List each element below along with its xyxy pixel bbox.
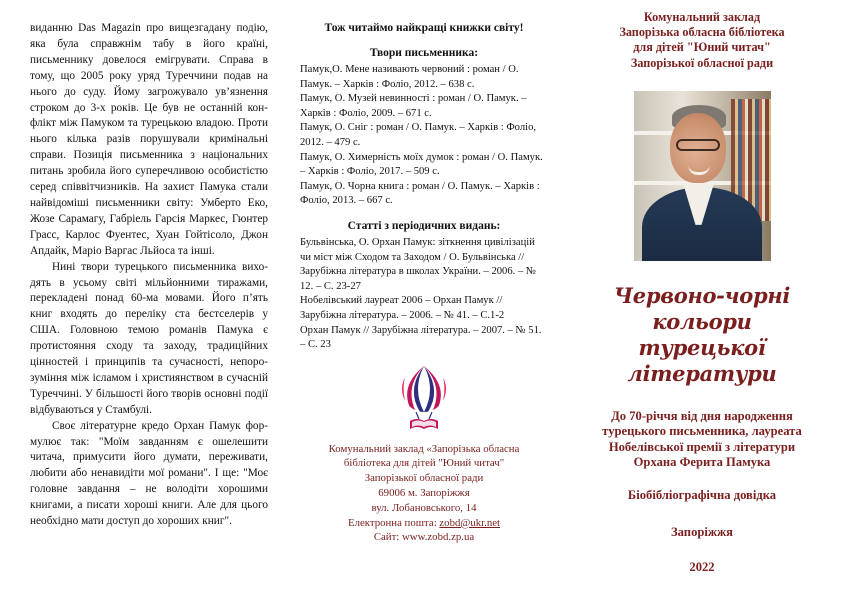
institution-line: Запорізької обласної ради (630, 55, 774, 70)
works-list (300, 63, 548, 209)
institution-line: Запорізька обласна бібліотека (619, 25, 785, 40)
list-item: Нобелівський лауреат 2006 – Орхан Памук // Зарубіжна література. – 2006. – № 41. – С.1-2 (300, 295, 505, 321)
address-line: Комунальний заклад «Запорізька обласна (328, 442, 520, 455)
address-line: Запорізької обласної ради (364, 472, 484, 485)
list-item: Памук, О. Музей невинності : роман / О. Памук. – Харків : Фоліо, 2009. – 671 с. (300, 93, 527, 119)
paragraph-credo: Своє літературне кредо Орхан Памук формулює так: "Моїм завданням є ошелешити читача, примусити його думати, переживати, любити або ненавидіти мої романи". І ще: "Моє головне завдання – не володіти хорошими книгами, а писати хороші книги. Але для цього необхідно мати доступ до хороших книг". (30, 419, 268, 528)
list-item: Бульвінська, О. Орхан Памук: зіткнення цивілізацій чи міст між Сходом та Заходом / О. Бульвінська // Зарубіжна література в школах України. – 2006. – № 12. – С. 23-27 (300, 236, 536, 292)
middle-panel (280, 0, 562, 595)
works-heading: Твори письменника: (369, 47, 479, 59)
paragraph-controversy: виданню Das Magazin про вищезгадану подію, яка була справжнім табу в його країні, письменнику довелося емігрувати. Справа в тому, що 2005 року уряд Туреччини подав на нього до суду. Йому загрожувало ув’язнення строком до 3-х років. Це був не останній конфлікт між Памуком та турецькою владою. Проти нього кілька разів порушували кримінальні справи. Позиція письменника з національних питань зробила його суперечливою особистістю серед співвітчизників. На захист Памука стали найвідоміші письменники світу: Умберто Еко, Жозе Сарамагу, Габріель Гарсія Маркес, Гюнтер Грасс, Карлос Фуентес, Хуан Гойтісоло, Джон Апдайк, Маріо Варгас Льйоса та інші. (30, 22, 268, 257)
publication-year: 2022 (689, 560, 715, 575)
reading-heading: Тож читаймо найкращі книжки світу! (324, 22, 524, 34)
address-line: 69006 м. Запоріжжя (378, 487, 470, 500)
institution-name (578, 10, 826, 71)
booklet-subtitle (578, 409, 826, 471)
address-line: бібліотека для дітей "Юний читач" (343, 457, 505, 470)
cover-panel (562, 0, 842, 595)
address-line: вул. Лобановського, 14 (371, 501, 477, 514)
list-item: Памук, О. Химерність моїх думок : роман / О. Памук. – Харків : Фоліо, 2017. – 509 с. (300, 151, 543, 178)
list-item: Памук,О. Мене називають червоний : роман / О. Памук. – Харків : Фоліо, 2012. – 638 с. (300, 64, 519, 90)
email-label: Електронна пошта: (347, 516, 440, 529)
booklet-title (578, 283, 826, 387)
institution-line: для дітей "Юний читач" (633, 40, 771, 55)
contact-address (300, 442, 548, 546)
title-line: Червоно-чорні кольори (613, 282, 791, 334)
list-item: Памук, О. Чорна книга : роман / О. Памук. – Харків : Фоліо, 2013. – 667 с. (300, 180, 540, 207)
email-line (300, 516, 548, 531)
email-link[interactable]: zobd@ukr.net (439, 516, 501, 529)
title-line: турецької літератури (627, 334, 777, 386)
author-portrait (634, 91, 771, 261)
subtitle-line: Нобелівської премії з літератури (608, 439, 796, 454)
subtitle-line: До 70-річчя від дня народження (611, 408, 793, 423)
articles-list (300, 236, 548, 353)
articles-heading: Статті з періодичних видань: (347, 219, 501, 232)
library-logo (300, 365, 548, 435)
paragraph-popularity: Нині твори турецького письменника виходять в усьому світі мільйонними тиражами, перекладені понад 60-ма мовами. Його п’ять книг входять до переліку ста бестселерів у США. Головною темою романів Памука є протистояння сходу та заходу, традиційних цінностей і принципів та сучасності, непорозуміння між ісламом і християнством в сучасній Туреччині. У більшості його творів основні події відбуваються у Стамбулі. (30, 260, 268, 416)
institution-line: Комунальний заклад (643, 10, 761, 24)
balloon-book-icon (396, 365, 452, 431)
list-item: Памук, О. Сніг : роман / О. Памук. – Харків : Фоліо, 2012. – 479 с. (300, 122, 537, 148)
left-panel (0, 0, 280, 595)
list-item: Орхан Памук // Зарубіжна література. – 2007. – № 51. – С. 23 (300, 324, 542, 351)
publication-city: Запоріжжя (671, 525, 733, 540)
subtitle-line: турецького письменника, лауреата (602, 424, 802, 439)
document-type: Біобібліографічна довідка (627, 488, 777, 503)
website-line[interactable]: Сайт: www.zobd.zp.ua (373, 531, 475, 544)
subtitle-line: Орхана Ферита Памука (633, 455, 771, 470)
